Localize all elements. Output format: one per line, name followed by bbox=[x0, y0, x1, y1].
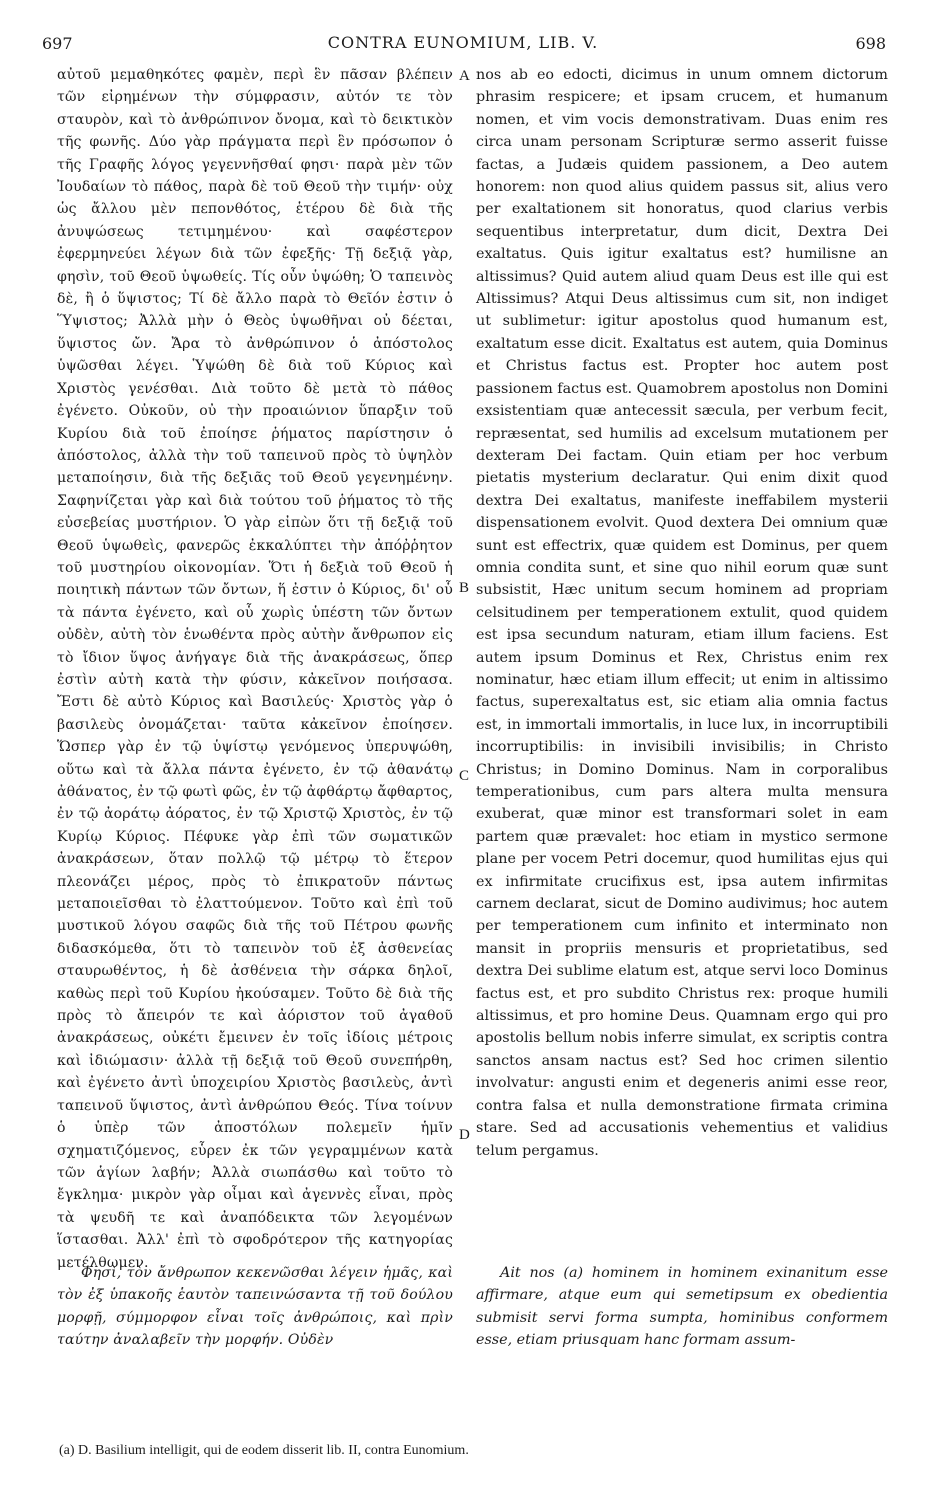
greek-column bbox=[57, 64, 453, 1274]
footnote: (a) D. Basilium intelligit, qui de eodem disserit lib. II, contra Eunomium. bbox=[59, 1443, 469, 1458]
right-page-number: 698 bbox=[855, 34, 886, 53]
page-header bbox=[0, 26, 926, 56]
greek-paragraph-2-block bbox=[57, 1262, 453, 1352]
latin-column bbox=[476, 64, 888, 1162]
margin-marker-a: A bbox=[459, 68, 470, 84]
running-title: CONTRA EUNOMIUM, LIB. V. bbox=[327, 33, 599, 52]
left-page-number: 697 bbox=[42, 34, 73, 53]
margin-marker-d: D bbox=[459, 1127, 470, 1143]
greek-paragraph-1: αὐτοῦ μεμαθηκότες φαμὲν, περὶ ἓν πᾶσαν βλέπειν τῶν εἰρημένων τὴν σύμφρασιν, αὐτόν τε τὸν σταυρὸν, καὶ τὸ ἀνθρώπινον ὄνομα, καὶ τὸ δεικτικὸν τῆς φωνῆς. Δύο γὰρ πράγματα περὶ ἓν πρόσωπον ὁ τῆς Γραφῆς λόγος γεγεννῆσθαί φησι· παρὰ μὲν τῶν Ἰουδαίων τὸ πάθος, παρὰ δὲ τοῦ Θεοῦ τὴν τιμήν· οὐχ ὡς ἄλλου μὲν πεπονθότος, ἑτέρου δὲ διὰ τῆς ἀνυψώσεως τετιμημένου· καὶ σαφέστερον ἐφερμηνεύει λέγων διὰ τῶν ἐφεξῆς· Τῇ δεξιᾷ γὰρ, φησὶν, τοῦ Θεοῦ ὑψωθείς. Τίς οὖν ὑψώθη; Ὁ ταπεινὸς δὲ, ἢ ὁ ὕψιστος; Τί δὲ ἄλλο παρὰ τὸ Θεῖόν ἐστιν ὁ Ὕψιστος; Ἀλλὰ μὴν ὁ Θεὸς ὑψωθῆναι οὐ δέεται, ὕψιστος ὤν. Ἄρα τὸ ἀνθρώπινον ὁ ἀπόστολος ὑψῶσθαι λέγει. Ὑψώθη δὲ διὰ τοῦ Κύριος καὶ Χριστὸς γενέσθαι. Διὰ τοῦτο δὲ μετὰ τὸ πάθος ἐγένετο. Οὐκοῦν, οὐ τὴν προαιώνιον ὕπαρξιν τοῦ Κυρίου διὰ τοῦ ἐποίησε ῥήματος παρίστησιν ὁ ἀπόστολος, ἀλλὰ τὴν τοῦ ταπεινοῦ πρὸς τὸ ὑψηλὸν μεταποίησιν, διὰ τῆς δεξιᾶς τοῦ Θεοῦ γεγενημένην. Σαφηνίζεται γὰρ καὶ διὰ τούτου τοῦ ῥήματος τὸ τῆς εὐσεβείας μυστήριον. Ὁ γὰρ εἰπὼν ὅτι τῇ δεξιᾷ τοῦ Θεοῦ ὑψωθεὶς, φανερῶς ἐκκαλύπτει τὴν ἀπόῤῥητον τοῦ μυστηρίου οἰκονομίαν. Ὅτι ἡ δεξιὰ τοῦ Θεοῦ ἡ ποιητικὴ πάντων τῶν ὄντων, ἥ ἐστιν ὁ Κύριος, δι' οὗ τὰ πάντα ἐγένετο, καὶ οὗ χωρὶς ὑπέστη τῶν ὄντων οὐδὲν, αὐτὴ τὸν ἑνωθέντα πρὸς αὐτὴν ἄνθρωπον εἰς τὸ ἴδιον ὕψος ἀνήγαγε διὰ τῆς ἀνακράσεως, ὅπερ ἐστὶν αὐτὴ κατὰ τὴν φύσιν, κἀκεῖνον ποιήσασα. Ἔστι δὲ αὐτὸ Κύριος καὶ Βασιλεύς· Χριστὸς γὰρ ὁ βασιλεὺς ὀνομάζεται· ταῦτα κἀκεῖνον ἐποίησεν. Ὥσπερ γὰρ ἐν τῷ ὑψίστῳ γενόμενος ὑπερυψώθη, οὕτω καὶ τὰ ἄλλα πάντα ἐγένετο, ἐν τῷ ἀθανάτῳ ἀθάνατος, ἐν τῷ φωτὶ φῶς, ἐν τῷ ἀφθάρτῳ ἄφθαρτος, ἐν τῷ ἀοράτῳ ἀόρατος, ἐν τῷ Χριστῷ Χριστὸς, ἐν τῷ Κυρίῳ Κύριος. Πέφυκε γὰρ ἐπὶ τῶν σωματικῶν ἀνακράσεων, ὅταν πολλῷ τῷ μέτρῳ τὸ ἕτερον πλεονάζει μέρος, πρὸς τὸ ἐπικρατοῦν πάντως μεταποιεῖσθαι τὸ ἐλαττούμενον. Τοῦτο καὶ ἐπὶ τοῦ μυστικοῦ λόγου σαφῶς διὰ τῆς τοῦ Πέτρου φωνῆς διδασκόμεθα, ὅτι τὸ ταπεινὸν τοῦ ἐξ ἀσθενείας σταυρωθέντος, ἡ δὲ ἀσθένεια τὴν σάρκα δηλοῖ, καθὼς περὶ τοῦ Κυρίου ἠκούσαμεν. Τοῦτο δὲ διὰ τῆς πρὸς τὸ ἄπειρόν τε καὶ ἀόριστον τοῦ ἀγαθοῦ ἀνακράσεως, οὐκέτι ἔμεινεν ἐν τοῖς ἰδίοις μέτροις καὶ ἰδιώμασιν· ἀλλὰ τῇ δεξιᾷ τοῦ Θεοῦ συνεπήρθη, καὶ ἐγένετο ἀντὶ ὑποχειρίου Χριστὸς βασιλεὺς, ἀντὶ ταπεινοῦ ὕψιστος, ἀντὶ ἀνθρώπου Θεός. Τίνα τοίνυν ὁ ὑπὲρ τῶν ἀποστόλων πολεμεῖν ἡμῖν σχηματιζόμενος, εὗρεν ἐκ τῶν γεγραμμένων κατὰ τῶν ἁγίων λαβήν; Ἀλλὰ σιωπάσθω καὶ τοῦτο τὸ ἔγκλημα· μικρὸν γὰρ οἶμαι καὶ ἀγεννὲς εἶναι, πρὸς τὰ ψευδῆ τε καὶ ἀναπόδεικτα τῶν λεγομένων ἵστασθαι. Ἀλλ' ἐπὶ τὸ σφοδρότερον τῆς κατηγορίας μετέλθωμεν. bbox=[57, 67, 454, 1271]
latin-paragraph-2-block bbox=[476, 1262, 888, 1352]
margin-marker-c: C bbox=[459, 768, 470, 784]
latin-paragraph-2: Ait nos (a) hominem in hominem exinanitum esse affirmare, atque eum qui semetipsum ex obedientia submisit servi forma sumpta, hominibus conformem esse, etiam priusquam hanc formam assum- bbox=[476, 1265, 888, 1349]
latin-paragraph-1: nos ab eo edocti, dicimus in unum omnem dictorum phrasim respicere; et ipsam crucem, et humanum nomen, et vim vocis demonstrativam. Duas enim res circa unam personam Scripturæ sermo asserit fuisse factas, a Judæis quidem passionem, a Deo autem honorem: non quod alius quidem passus sit, alius vero per exaltationem sit honoratus, quod clarius verbis sequentibus interpretatur, dum dicit, Dextra Dei exaltatus. Quis igitur exaltatus est? humilisne an altissimus? Quid autem aliud quam Deus est ille qui est Altissimus? Atqui Deus altissimus cum sit, non indiget ut sublimetur: igitur apostolus quod humanum est, exaltatum esse dicit. Exaltatus est autem, quia Dominus et Christus factus est. Propter hoc autem post passionem factus est. Quamobrem apostolus non Domini exsistentiam quæ antecessit sæcula, per verbum fecit, repræsentat, sed humilis ad excelsum mutationem per dexteram Dei factam. Quin etiam per hoc verbum pietatis mysterium declaratur. Qui enim dixit quod dextra Dei exaltatus, manifeste ineffabilem mysterii dispensationem evolvit. Quod dextera Dei omnium quæ sunt est effectrix, quæ quidem est Dominus, per quem omnia condita sunt, et sine quo nihil eorum quæ sunt subsistit, Hæc unitum secum hominem ad propriam celsitudinem per temperationem extulit, quod quidem est ipsa secundum naturam, etiam illum faciens. Est autem ipsum Dominus et Rex, Christus enim rex nominatur, hæc etiam illum effecit; ut enim in altissimo factus, superexaltatus est, sic etiam alia omnia factus est, in immortali immortalis, in luce lux, in incorruptibili incorruptibilis: in invisibili invisibilis; in Christo Christus; in Domino Dominus. Nam in corporalibus temperationibus, cum pars altera multa mensura exuberat, quæ minor est transformari solet in eam partem quæ prævalet: hoc etiam in mystico sermone plane per vocem Petri docemur, quod humilitas ejus qui ex infirmitate crucifixus est, ipsa autem infirmitas carnem declarat, sicut de Domino audivimus; hoc autem per temperationem cum infinito et interminato non mansit in propriis mensuris et proprietatibus, sed dextra Dei sublime elatum est, atque servi loco Dominus factus est, et pro subdito Christus rex: proque humili altissimus, et pro homine Deus. Quamnam ergo qui pro apostolis bellum nobis inferre simulat, ex scriptis contra sanctos ansam nactus est? Sed hoc crimen silentio involvatur: angusti enim et degeneris animi esse reor, contra falsa et nulla demonstratione firmata crimina stare. Sed ad accusationis vehementius et validius telum pergamus. bbox=[476, 67, 888, 1159]
margin-marker-b: B bbox=[459, 580, 470, 596]
greek-paragraph-2: Φησὶ, τὸν ἄνθρωπον κεκενῶσθαι λέγειν ἡμᾶς, καὶ τὸν ἐξ ὑπακοῆς ἑαυτὸν ταπεινώσαντα τῇ τοῦ δούλου μορφῇ, σύμμορφον εἶναι τοῖς ἀνθρώποις, καὶ πρὶν ταύτην ἀναλαβεῖν τὴν μορφήν. Οὐδὲν bbox=[57, 1265, 453, 1349]
